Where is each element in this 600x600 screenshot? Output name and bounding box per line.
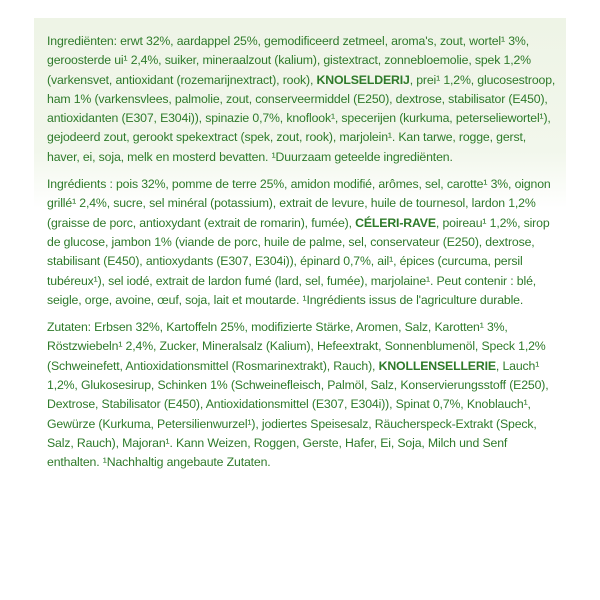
ingredients-dutch-text: Ingrediënten: erwt 32%, aardappel 25%, gemodificeerd zetmeel, aroma's, zout, wortel¹ 3%, geroosterde ui¹ 2,4%, suiker, mineraalzout (kalium), gistextract, zonnebloemolie, spek 1,2% (varkensvet, antioxidant (rozemarijnextract), rook), xyxy=(47,34,531,87)
ingredients-label xyxy=(47,32,557,481)
ingredients-dutch-rest: , prei¹ 1,2%, glucosestroop, ham 1% (varkensvlees, palmolie, zout, conserveermiddel (E250), dextrose, stabilisator (E450), antioxidanten (E307, E304i)), spinazie 0,7%, knoflook¹, specerijen (kurkuma, peterseliewortel¹), gejodeerd zout, gerookt spekextract (spek, zout, rook), marjolein¹. Kan tarwe, rogge, gerst, haver, ei, soja, melk en mosterd bevatten. ¹Duurzaam geteelde ingrediënten. xyxy=(47,72,556,164)
allergen-french: CÉLERI-RAVE xyxy=(355,215,436,230)
ingredients-french-rest: , poireau¹ 1,2%, sirop de glucose, jambon 1% (viande de porc, huile de palme, sel, conservateur (E250), dextrose, stabilisant (E450), antioxydants (E307, E304i)), épinard 0,7%, ail¹, épices (curcuma, persil tubéreux¹), sel iodé, extrait de lardon fumé (lard, sel, fumée), marjolaine¹. Peut contenir : blé, seigle, orge, avoine, œuf, soja, lait et moutarde. ¹Ingrédients issus de l'agriculture durable. xyxy=(47,215,550,307)
ingredients-german xyxy=(47,318,557,472)
ingredients-german-text: Zutaten: Erbsen 32%, Kartoffeln 25%, modifizierte Stärke, Aromen, Salz, Karotten¹ 3%, Röstzwiebeln¹ 2,4%, Zucker, Mineralsalz (Kalium), Hefeextrakt, Sonnenblumenöl, Speck 1,2% (Schweinefett, Antioxidationsmittel (Rosmarinextrakt), Rauch), xyxy=(47,320,546,373)
ingredients-dutch xyxy=(47,32,557,167)
ingredients-german-rest: , Lauch¹ 1,2%, Glukosesirup, Schinken 1% (Schweinefleisch, Palmöl, Salz, Konservierungsstoff (E250), Dextrose, Stabilisator (E450), Antioxidationsmittel (E307, E304i)), Spinat 0,7%, Knoblauch¹, Gewürze (Kurkuma, Petersilienwurzel¹), jodiertes Speisesalz, Räucherspeck-Extrakt (Speck, Salz, Rauch), Majoran¹. Kann Weizen, Roggen, Gerste, Hafer, Ei, Soja, Milch und Senf enthalten. ¹Nachhaltig angebaute Zutaten. xyxy=(47,358,549,470)
allergen-german: KNOLLENSELLERIE xyxy=(378,358,496,373)
ingredients-french-text: Ingrédients : pois 32%, pomme de terre 25%, amidon modifié, arômes, sel, carotte¹ 3%, oignon grillé¹ 2,4%, sucre, sel minéral (potassium), extrait de levure, huile de tournesol, lardon 1,2% (graisse de porc, antioxydant (extrait de romarin), fumée), xyxy=(47,177,551,230)
allergen-dutch: KNOLSELDERIJ xyxy=(316,72,410,87)
ingredients-french xyxy=(47,175,557,310)
